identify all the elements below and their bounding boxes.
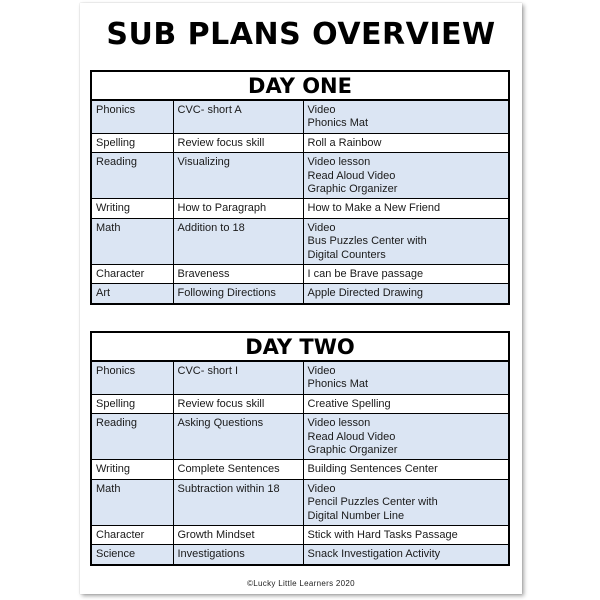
subject-cell: Writing bbox=[91, 460, 173, 479]
activities-cell bbox=[303, 526, 509, 545]
activities-cell bbox=[303, 199, 509, 218]
subject-cell: Phonics bbox=[91, 100, 173, 133]
topic-cell: Following Directions bbox=[173, 284, 303, 304]
activity-line: Video bbox=[307, 365, 336, 377]
day-one-rows bbox=[91, 100, 509, 304]
subject-cell: Math bbox=[91, 218, 173, 264]
activity-line: Snack Investigation Activity bbox=[307, 548, 441, 561]
day-two-table bbox=[90, 331, 510, 566]
topic-cell: Investigations bbox=[173, 545, 303, 565]
activities-cell bbox=[303, 265, 509, 284]
activities-cell bbox=[303, 460, 509, 479]
subject-cell: Spelling bbox=[91, 133, 173, 152]
subject-cell: Character bbox=[91, 265, 173, 284]
subject-cell: Science bbox=[91, 545, 173, 565]
activity-line: Stick with Hard Tasks Passage bbox=[307, 529, 458, 542]
topic-cell: Asking Questions bbox=[173, 414, 303, 460]
activity-line: Graphic Organizer bbox=[307, 183, 398, 196]
subject-cell: Phonics bbox=[91, 361, 173, 394]
copyright-footer: ©Lucky Little Learners 2020 bbox=[247, 579, 355, 588]
activity-line: Roll a Rainbow bbox=[307, 136, 382, 149]
subject-cell: Reading bbox=[91, 414, 173, 460]
topic-cell: Subtraction within 18 bbox=[173, 479, 303, 525]
activity-line: Video bbox=[307, 104, 336, 116]
activity-line: Creative Spelling bbox=[307, 397, 391, 410]
day-heading: DAY ONE bbox=[91, 71, 509, 100]
topic-cell: Addition to 18 bbox=[173, 218, 303, 264]
table-row bbox=[91, 414, 509, 460]
activity-line: Read Aloud Video bbox=[307, 430, 396, 443]
activity-line: Phonics Mat bbox=[307, 117, 369, 130]
activity-line: Apple Directed Drawing bbox=[307, 287, 424, 300]
activity-line: Video bbox=[307, 482, 336, 495]
activities-cell bbox=[303, 545, 509, 565]
day-heading: DAY TWO bbox=[91, 332, 509, 361]
table-row bbox=[91, 153, 509, 199]
activities-cell bbox=[303, 479, 509, 525]
activity-line: Video bbox=[307, 221, 336, 234]
subject-cell: Reading bbox=[91, 153, 173, 199]
activities-cell bbox=[303, 361, 509, 394]
activity-line: Digital Counters bbox=[307, 248, 386, 261]
document-page bbox=[80, 3, 522, 594]
activities-cell bbox=[303, 133, 509, 152]
activities-cell bbox=[303, 414, 509, 460]
table-row bbox=[91, 545, 509, 565]
topic-cell: Review focus skill bbox=[173, 133, 303, 152]
topic-cell: Visualizing bbox=[173, 153, 303, 199]
topic-cell: Growth Mindset bbox=[173, 526, 303, 545]
subject-cell: Math bbox=[91, 479, 173, 525]
table-row bbox=[91, 526, 509, 545]
table-row bbox=[91, 265, 509, 284]
table-row bbox=[91, 100, 509, 133]
table-row bbox=[91, 218, 509, 264]
subject-cell: Art bbox=[91, 284, 173, 304]
subject-cell: Character bbox=[91, 526, 173, 545]
page-title: SUB PLANS OVERVIEW bbox=[106, 17, 496, 52]
day-one-table bbox=[90, 70, 510, 305]
activities-cell bbox=[303, 153, 509, 199]
table-row bbox=[91, 394, 509, 413]
table-row bbox=[91, 199, 509, 218]
table-row bbox=[91, 284, 509, 304]
activity-line: Phonics Mat bbox=[307, 378, 369, 391]
day-two-rows bbox=[91, 361, 509, 565]
activity-line: How to Make a New Friend bbox=[307, 202, 441, 215]
activity-line: Video lesson bbox=[307, 417, 371, 430]
activities-cell bbox=[303, 284, 509, 304]
table-row bbox=[91, 460, 509, 479]
activity-line: Building Sentences Center bbox=[307, 463, 438, 476]
activity-line: Bus Puzzles Center with bbox=[307, 235, 427, 248]
table-row bbox=[91, 361, 509, 394]
topic-cell: CVC- short A bbox=[173, 100, 303, 133]
topic-cell: CVC- short I bbox=[173, 361, 303, 394]
subject-cell: Spelling bbox=[91, 394, 173, 413]
topic-cell: How to Paragraph bbox=[173, 199, 303, 218]
activity-line: Digital Number Line bbox=[307, 509, 405, 522]
table-row bbox=[91, 133, 509, 152]
activity-line: I can be Brave passage bbox=[307, 268, 424, 281]
topic-cell: Complete Sentences bbox=[173, 460, 303, 479]
activities-cell bbox=[303, 218, 509, 264]
activities-cell bbox=[303, 394, 509, 413]
activity-line: Video lesson bbox=[307, 156, 371, 169]
table-row bbox=[91, 479, 509, 525]
activity-line: Pencil Puzzles Center with bbox=[307, 496, 438, 509]
activity-line: Graphic Organizer bbox=[307, 444, 398, 457]
topic-cell: Braveness bbox=[173, 265, 303, 284]
subject-cell: Writing bbox=[91, 199, 173, 218]
topic-cell: Review focus skill bbox=[173, 394, 303, 413]
activities-cell bbox=[303, 100, 509, 133]
activity-line: Read Aloud Video bbox=[307, 169, 396, 182]
